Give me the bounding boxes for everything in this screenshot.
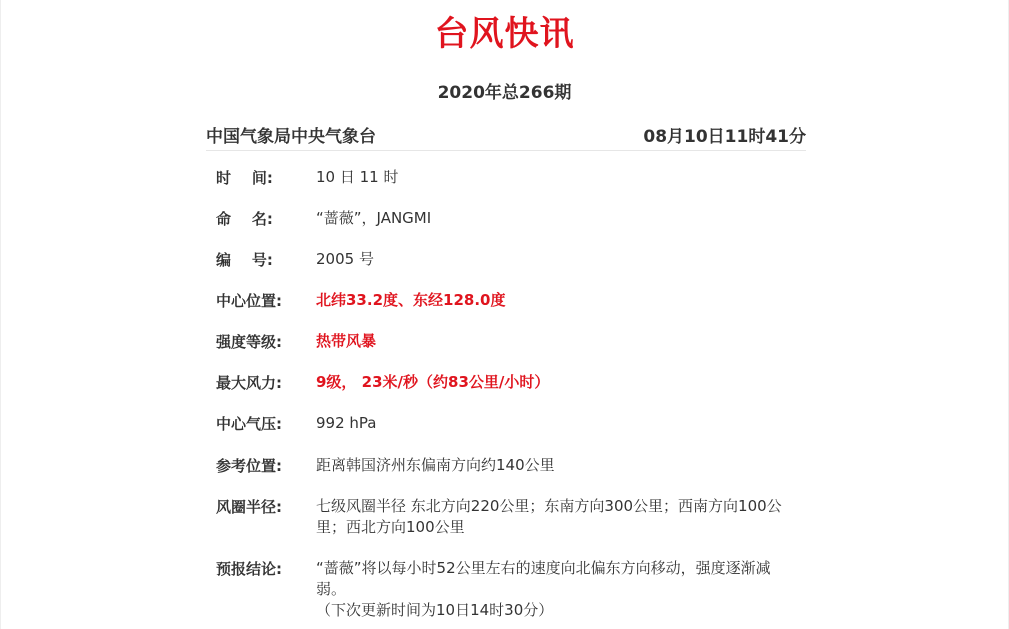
info-label: 参考位置: xyxy=(216,457,282,475)
info-value-forecast xyxy=(316,558,796,621)
info-label: 强度等级: xyxy=(216,333,282,351)
bulletin-title: 台风快讯 xyxy=(434,14,575,54)
info-label: 最大风力: xyxy=(216,374,282,392)
issue-number: 2020年总266期 xyxy=(437,83,572,103)
info-value-highlight: 热带风暴 xyxy=(316,332,377,350)
info-label: 风圈半径: xyxy=(216,498,282,516)
bulletin-header xyxy=(206,122,806,151)
info-value: 七级风圈半径 东北方向220公里；东南方向300公里；西南方向100公里；西北方向100公里 xyxy=(316,497,782,536)
agency-name: 中国气象局中央气象台 xyxy=(206,127,376,147)
info-label: 预报结论: xyxy=(216,560,282,578)
info-value-highlight: 9级， 23米/秒（约83公里/小时） xyxy=(316,373,550,391)
info-value: 距离韩国济州东偏南方向约140公里 xyxy=(316,456,555,474)
info-value: 10 日 11 时 xyxy=(316,168,399,186)
next-update-note: （下次更新时间为10日14时30分） xyxy=(316,601,554,619)
info-value: 992 hPa xyxy=(316,414,377,432)
info-label: 编 号: xyxy=(216,251,273,269)
info-value: “蔷薇”，JANGMI xyxy=(316,209,432,227)
info-label: 命 名: xyxy=(216,210,273,228)
forecast-text: “蔷薇”将以每小时52公里左右的速度向北偏东方向移动，强度逐渐减弱。 xyxy=(316,559,771,598)
info-label: 中心位置: xyxy=(216,292,282,310)
issue-time: 08月10日11时41分 xyxy=(643,127,806,147)
info-value: 2005 号 xyxy=(316,250,374,268)
info-label: 中心气压: xyxy=(216,415,282,433)
info-value-highlight: 北纬33.2度、东经128.0度 xyxy=(316,291,506,309)
info-label: 时 间: xyxy=(216,169,273,187)
